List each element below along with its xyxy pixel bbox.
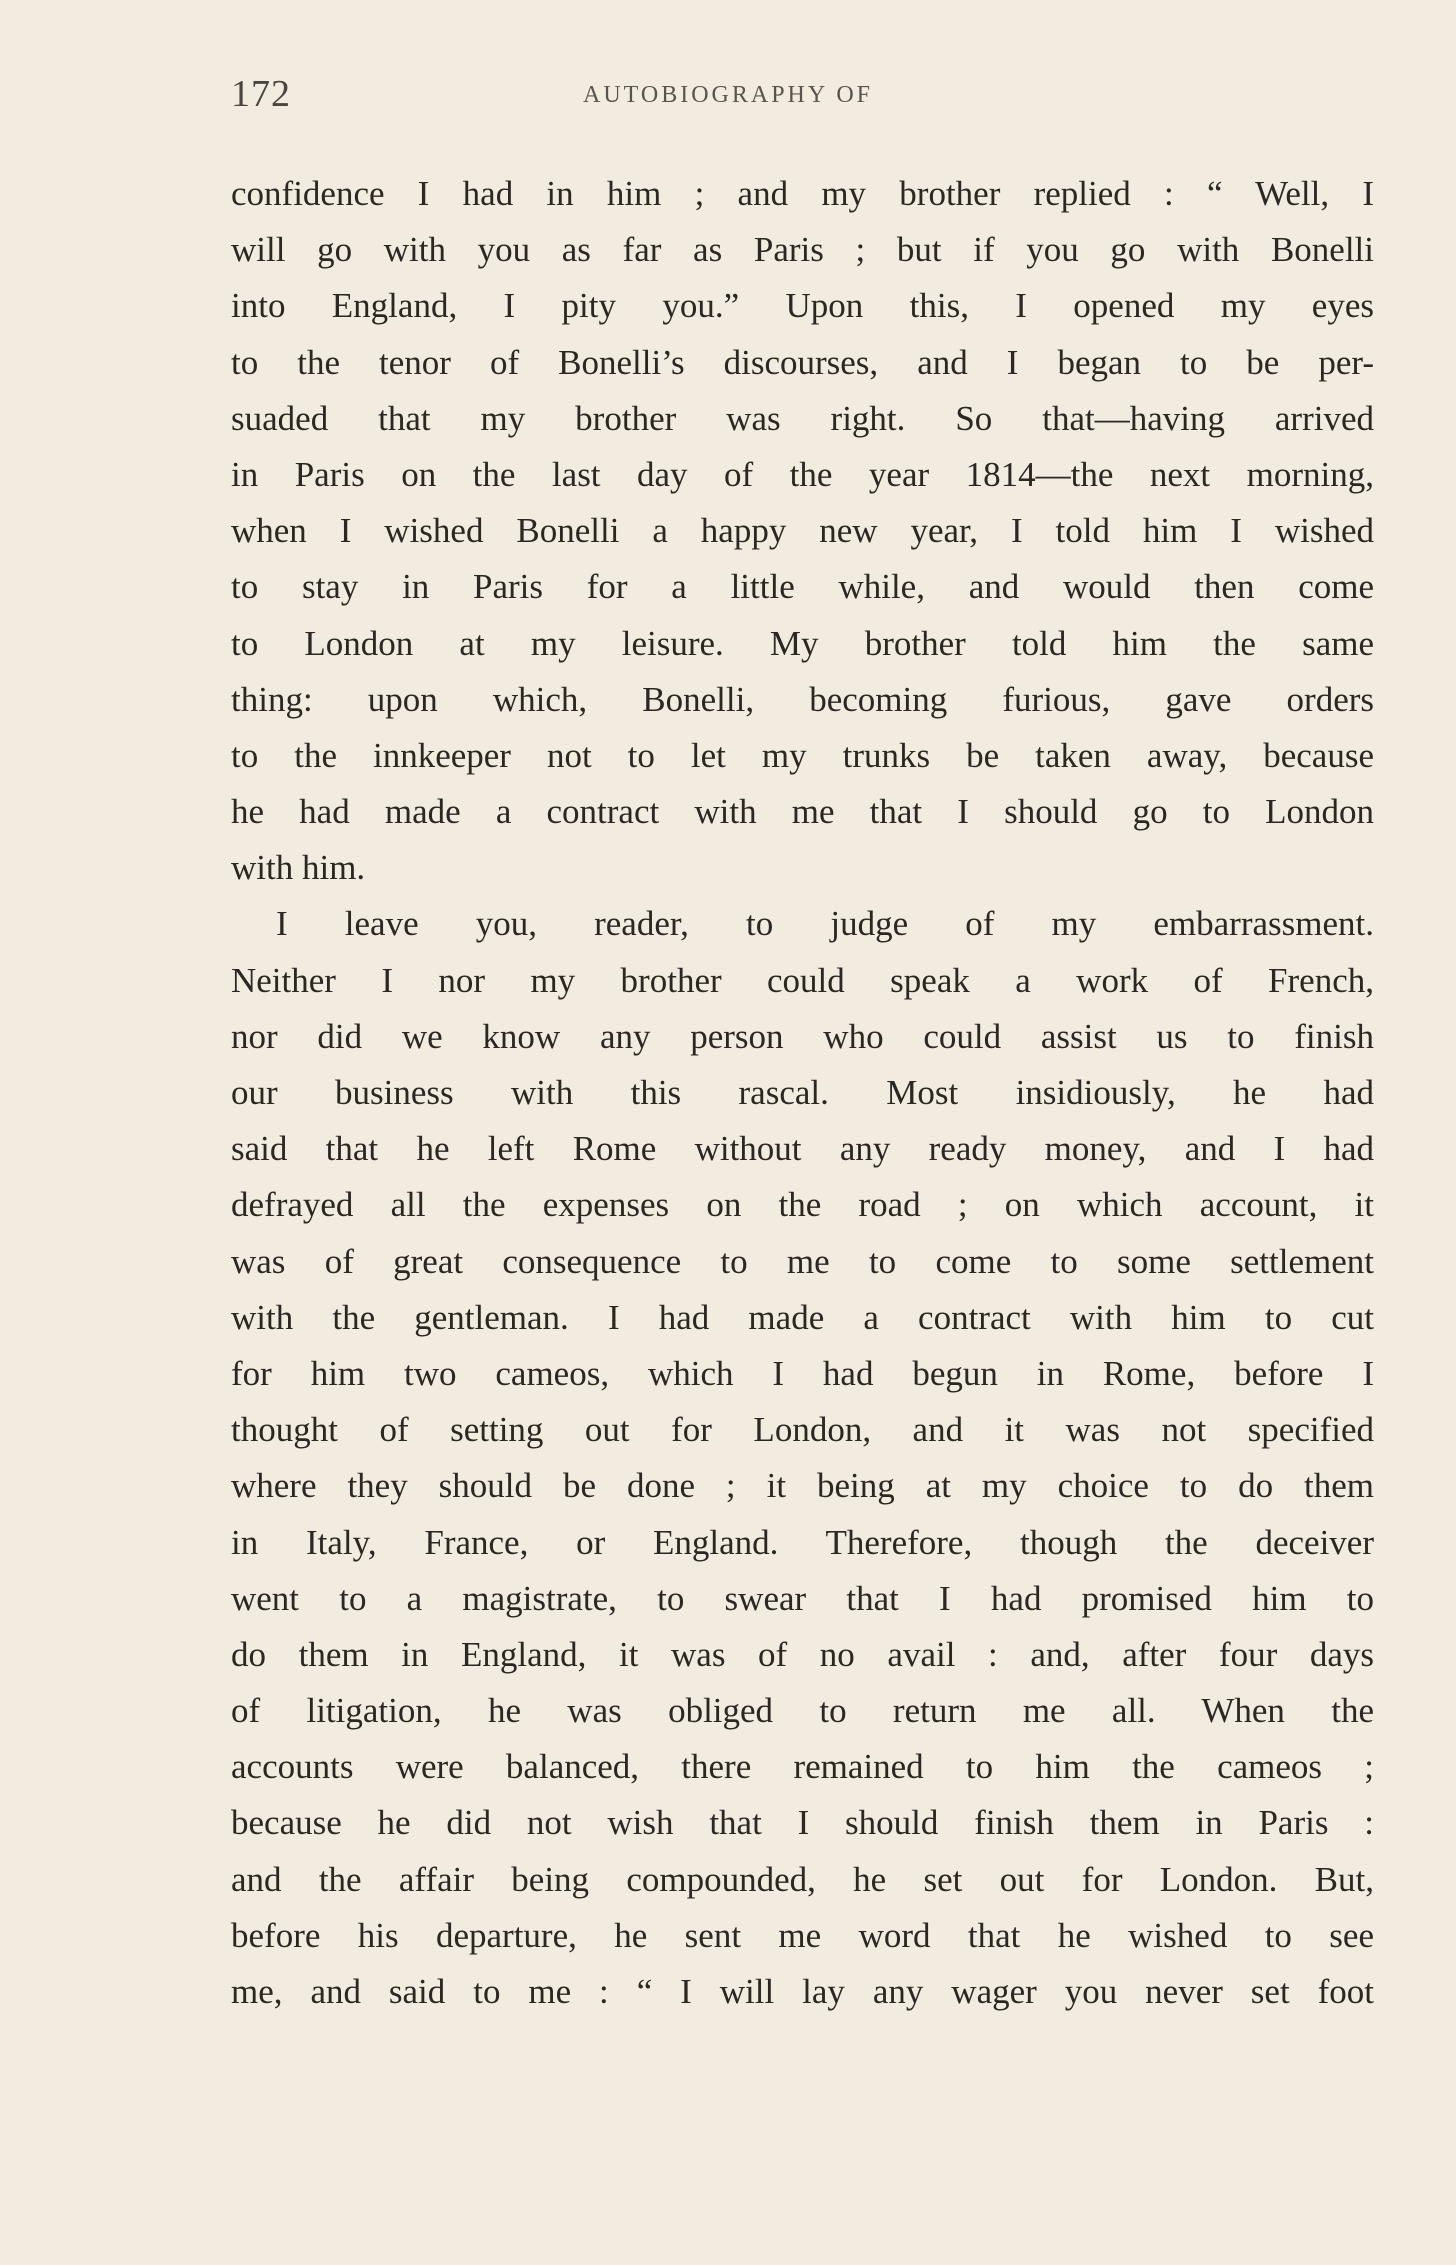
text-line: said that he left Rome without any ready money, and I had (231, 1129, 1374, 1169)
text-line: for him two cameos, which I had begun in Rome, before I (231, 1353, 1374, 1393)
text-line: nor did we know any person who could assist us to finish (231, 1016, 1374, 1056)
text-line: into England, I pity you.” Upon this, I opened my eyes (231, 286, 1374, 326)
text-line: defrayed all the expenses on the road ; on which account, it (231, 1185, 1374, 1225)
text-line: and the affair being compounded, he set out for London. But, (231, 1859, 1374, 1899)
text-line: of litigation, he was obliged to return me all. When the (231, 1691, 1374, 1731)
text-line: to stay in Paris for a little while, and would then come (231, 567, 1374, 607)
text-line: accounts were balanced, there remained to him the cameos ; (231, 1747, 1374, 1787)
text-line: to the tenor of Bonelli’s discourses, and I began to be per- (231, 342, 1374, 382)
text-line: where they should be done ; it being at my choice to do them (231, 1466, 1374, 1506)
text-line: thing: upon which, Bonelli, becoming furious, gave orders (231, 679, 1374, 719)
running-head: AUTOBIOGRAPHY OF (582, 82, 874, 108)
text-line: me, and said to me : “ I will lay any wager you never set foot (231, 1972, 1374, 2011)
text-line: thought of setting out for London, and it was not specified (231, 1410, 1374, 1450)
text-line: when I wished Bonelli a happy new year, I told him I wished (231, 511, 1374, 551)
text-line: he had made a contract with me that I should go to London (231, 792, 1374, 832)
text-line: in Italy, France, or England. Therefore, though the deceiver (231, 1522, 1374, 1562)
text-line: will go with you as far as Paris ; but if you go with Bonelli (231, 230, 1374, 270)
text-line: because he did not wish that I should finish them in Paris : (231, 1803, 1374, 1843)
text-line: to London at my leisure. My brother told him the same (231, 623, 1374, 663)
body-text (231, 166, 1374, 2020)
page-header (0, 72, 1456, 122)
text-line: in Paris on the last day of the year 1814—the next morning, (231, 454, 1374, 494)
text-line: with the gentleman. I had made a contract with him to cut (231, 1297, 1374, 1337)
text-line: our business with this rascal. Most insidiously, he had (231, 1073, 1374, 1112)
text-line: went to a magistrate, to swear that I had promised him to (231, 1578, 1374, 1618)
text-line: to the innkeeper not to let my trunks be taken away, because (231, 735, 1374, 775)
text-line: with him. (231, 848, 366, 888)
text-line: Neither I nor my brother could speak a work of French, (231, 960, 1374, 1000)
page-number: 172 (231, 73, 291, 115)
text-line: confidence I had in him ; and my brother replied : “ Well, I (231, 174, 1374, 213)
text-line: before his departure, he sent me word that he wished to see (231, 1915, 1374, 1955)
text-line: I leave you, reader, to judge of my embarrassment. (276, 904, 1374, 944)
text-line: was of great consequence to me to come to some settlement (231, 1241, 1374, 1281)
text-line: suaded that my brother was right. So that—having arrived (231, 398, 1374, 438)
text-line: do them in England, it was of no avail : and, after four days (231, 1634, 1374, 1674)
